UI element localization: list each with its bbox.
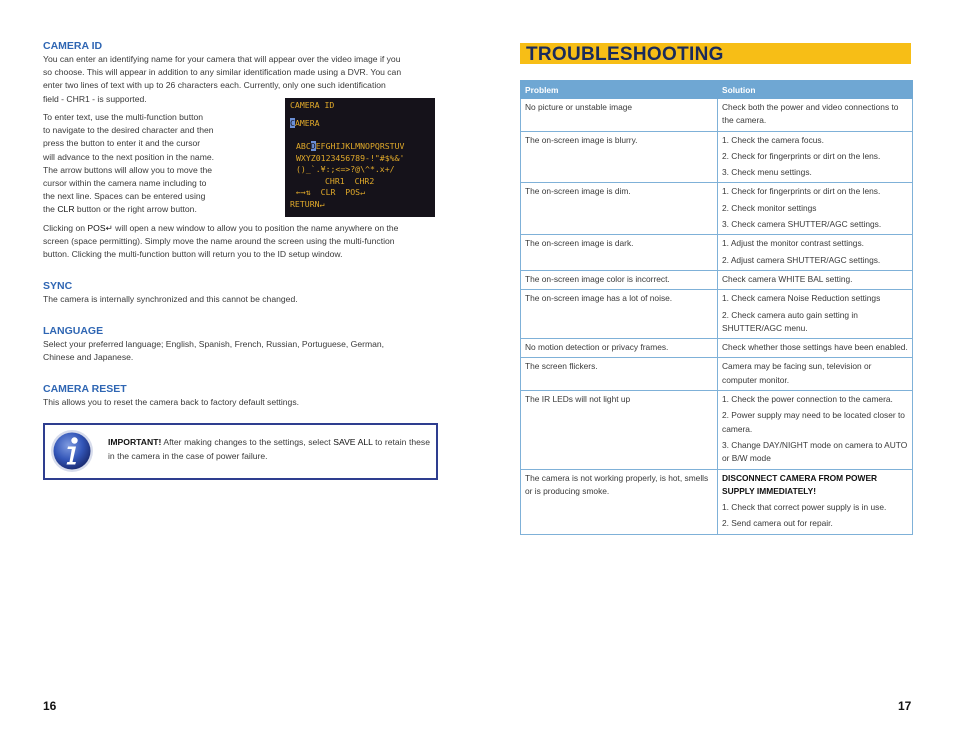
solution-step: 1. Adjust the monitor contrast settings. — [722, 238, 864, 249]
solution-step: 2. Check monitor settings — [722, 202, 817, 213]
sync-text: The camera is internally synchronized and this cannot be changed. — [43, 294, 298, 304]
table-row — [521, 469, 913, 534]
solution-step: 1. Check for fingerprints or dirt on the lens. — [722, 186, 881, 197]
left-page — [43, 0, 436, 738]
text-line: The arrow buttons will allow you to move the — [43, 164, 213, 175]
osd-chars-row — [296, 141, 404, 152]
solution-cell — [718, 391, 913, 469]
camera-id-para3 — [43, 222, 436, 262]
text-line: Chinese and Japanese. — [43, 352, 134, 363]
osd-chars-row: ()_`.¥:;<=>?@\^*.x+/ — [296, 164, 395, 174]
solution-step: Camera may be facing sun, television or computer monitor. — [722, 361, 872, 385]
text-line: screen (space permitting). Simply move the name around the screen using the multi-function — [43, 236, 395, 247]
table-row — [521, 270, 913, 289]
osd-text: EFGHIJKLMNOPQRSTUV — [315, 141, 405, 151]
important-notice-box — [43, 423, 438, 480]
clr-key-label: CLR — [57, 204, 75, 215]
text-line: to navigate to the desired character and then — [43, 125, 214, 136]
text-line: cursor within the camera name including to — [43, 178, 207, 189]
text-line: will advance to the next position in the name. — [43, 151, 215, 162]
text-line: To enter text, use the multi-function button — [43, 112, 204, 122]
problem-cell: No picture or unstable image — [521, 99, 718, 132]
troubleshooting-table — [520, 80, 913, 535]
solution-step: 2. Power supply may need to be located closer to camera. — [722, 410, 905, 434]
solution-step: 3. Check camera SHUTTER/AGC settings. — [722, 219, 882, 230]
problem-cell: The IR LEDs will not light up — [521, 391, 718, 469]
table-row — [521, 358, 913, 391]
camera-id-para2 — [43, 111, 243, 217]
camera-id-heading: CAMERA ID — [43, 40, 103, 52]
solution-cell — [718, 290, 913, 339]
osd-return: RETURN↵ — [290, 199, 325, 209]
solution-step: 1. Check the power connection to the camera. — [722, 394, 893, 405]
solution-cell — [718, 235, 913, 271]
text-line: the next line. Spaces can be entered using — [43, 191, 206, 202]
text-fragment: After making changes to the settings, select — [161, 437, 334, 447]
page-title: TROUBLESHOOTING — [526, 44, 724, 65]
sync-heading: SYNC — [43, 280, 73, 292]
table-row — [521, 99, 913, 132]
text-line: enter two lines of text with up to 26 characters each. Currently, only one such identification — [43, 80, 386, 91]
troubleshooting-banner — [520, 43, 911, 64]
solution-step: 2. Check for fingerprints or dirt on the lens. — [722, 150, 881, 161]
solution-warning: DISCONNECT CAMERA FROM POWER SUPPLY IMMEDIATELY! — [722, 472, 878, 496]
table-row — [521, 131, 913, 183]
solution-cell — [718, 339, 913, 358]
column-header-problem: Problem — [521, 81, 718, 99]
osd-text: AMERA — [294, 118, 320, 128]
problem-cell: The on-screen image color is incorrect. — [521, 270, 718, 289]
text-fragment: Clicking on — [43, 223, 88, 233]
text-line: button. Clicking the multi-function button will return you to the ID setup window. — [43, 249, 343, 260]
solution-cell — [718, 183, 913, 235]
problem-cell: The on-screen image is dark. — [521, 235, 718, 271]
solution-step: 3. Change DAY/NIGHT mode on camera to AUTO or B/W mode — [722, 439, 908, 464]
solution-cell — [718, 270, 913, 289]
column-header-solution: Solution — [718, 81, 913, 99]
problem-cell: No motion detection or privacy frames. — [521, 339, 718, 358]
text-line: You can enter an identifying name for your camera that will appear over the video image if you — [43, 54, 401, 64]
text-fragment: the — [43, 204, 58, 215]
table-row — [521, 183, 913, 235]
text-line: Select your preferred language; English, Spanish, French, Russian, Portuguese, German, — [43, 339, 385, 349]
solution-step: 2. Adjust camera SHUTTER/AGC settings. — [722, 254, 881, 265]
solution-step: 1. Check camera Noise Reduction settings — [722, 293, 881, 304]
solution-step: 2. Check camera auto gain setting in SHUTTER/AGC menu. — [722, 309, 858, 333]
text-line — [43, 203, 243, 216]
solution-step: 3. Check menu settings. — [722, 167, 812, 178]
text-line: press the button to enter it and the cursor — [43, 138, 201, 149]
text-fragment: button or the right arrow button. — [74, 204, 197, 215]
problem-cell: The screen flickers. — [521, 358, 718, 391]
osd-title: CAMERA ID — [290, 100, 335, 110]
osd-cursor: D — [310, 141, 316, 151]
table-header-row — [521, 81, 913, 99]
camera-reset-text: This allows you to reset the camera back to factory default settings. — [43, 397, 300, 407]
solution-cell — [718, 99, 913, 132]
osd-chr-row: CHR1 CHR2 — [325, 176, 375, 186]
solution-step: 1. Check that correct power supply is in use. — [722, 502, 887, 513]
problem-cell: The on-screen image is blurry. — [521, 131, 718, 183]
osd-nav-row: ←→⇅ CLR POS↵ — [296, 187, 366, 197]
solution-cell — [718, 131, 913, 183]
important-text — [108, 436, 430, 463]
table-row — [521, 290, 913, 339]
solution-step: 1. Check the camera focus. — [722, 134, 824, 145]
osd-text: ABC — [296, 141, 311, 151]
table-row — [521, 235, 913, 271]
solution-step: Check both the power and video connections to the camera. — [722, 102, 899, 126]
solution-step: Check camera WHITE BAL setting. — [722, 273, 853, 284]
page-number-left: 16 — [43, 699, 57, 713]
problem-cell: The on-screen image is dim. — [521, 183, 718, 235]
language-heading: LANGUAGE — [43, 325, 104, 337]
solution-cell — [718, 358, 913, 391]
text-line: field - CHR1 - is supported. — [43, 93, 147, 104]
table-body — [521, 99, 913, 535]
page-number-right: 17 — [898, 699, 912, 713]
language-text — [43, 338, 436, 364]
text-fragment: to retain these in the camera in the case of power failure. — [108, 437, 430, 461]
solution-step: 2. Send camera out for repair. — [722, 518, 833, 529]
important-label: IMPORTANT! — [108, 437, 162, 447]
text-line — [43, 222, 436, 235]
problem-cell: The camera is not working properly, is hot, smells or is producing smoke. — [521, 469, 718, 534]
camera-reset-heading: CAMERA RESET — [43, 383, 127, 395]
problem-cell: The on-screen image has a lot of noise. — [521, 290, 718, 339]
right-page — [520, 0, 913, 738]
table-row — [521, 339, 913, 358]
info-icon — [50, 429, 94, 473]
osd-cursor: C — [290, 118, 295, 128]
text-fragment: will open a new window to allow you to position the name anywhere on the — [112, 223, 399, 233]
camera-id-osd-screen — [285, 98, 435, 217]
osd-name-line — [290, 118, 320, 129]
solution-cell — [718, 469, 913, 534]
solution-step: Check whether those settings have been enabled. — [722, 342, 908, 353]
table-row — [521, 391, 913, 469]
osd-chars-row: WXYZ0123456789-!"#$%&' — [296, 153, 405, 163]
pos-key-label: POS↵ — [87, 223, 113, 233]
text-line: so choose. This will appear in addition to any similar identification made using a DVR. You can — [43, 67, 402, 78]
save-all-key-label: SAVE ALL — [333, 437, 373, 447]
